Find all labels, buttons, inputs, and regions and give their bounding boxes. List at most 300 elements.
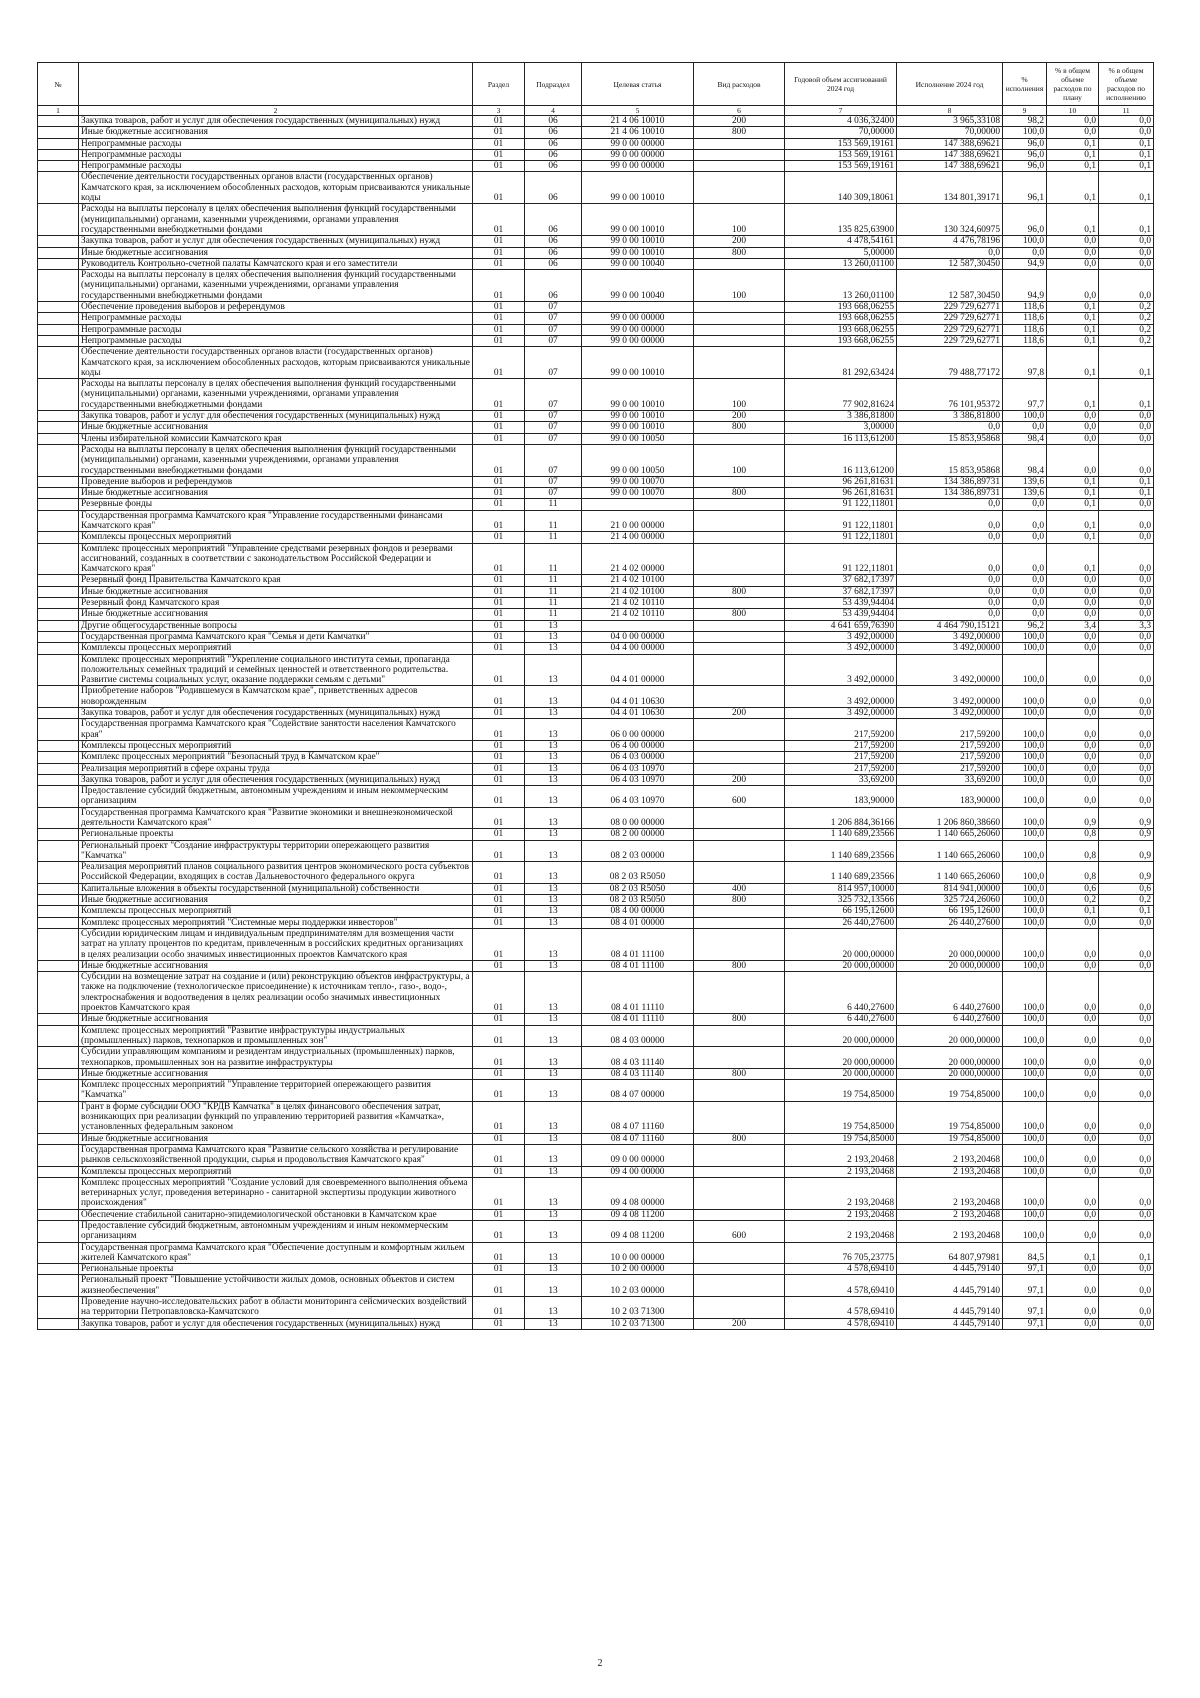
- cell-csr: 21 4 00 00000: [582, 532, 694, 543]
- cell-name: Расходы на выплаты персоналу в целях обеспечения выполнения функций государственными (муниципальными) органами, казенными учреждениями, органами управления государственными внебюджетными фондами: [79, 444, 473, 476]
- cell-rz: 01: [473, 928, 525, 960]
- cell-pr: 13: [525, 686, 582, 708]
- table-row: [38, 335, 1154, 346]
- cell-pr: 13: [525, 1068, 582, 1079]
- cell-rz: 01: [473, 752, 525, 763]
- cell-s2: 0,0: [1099, 444, 1154, 476]
- cell-pct: 98,4: [1003, 433, 1047, 444]
- cell-s2: 0,9: [1099, 862, 1154, 884]
- cell-csr: 09 4 08 11200: [582, 1209, 694, 1220]
- cell-fact: 147 388,69621: [897, 149, 1003, 160]
- cell-num: [38, 1166, 79, 1177]
- cell-pct: 100,0: [1003, 752, 1047, 763]
- col-number: 4: [525, 106, 582, 116]
- cell-num: [38, 719, 79, 741]
- cell-plan: 217,59200: [785, 752, 897, 763]
- table-row: [38, 1297, 1154, 1319]
- cell-pr: 13: [525, 1297, 582, 1319]
- cell-pct: 100,0: [1003, 906, 1047, 917]
- cell-s2: 0,0: [1099, 740, 1154, 751]
- cell-csr: 08 4 07 11160: [582, 1101, 694, 1133]
- cell-pct: 0,0: [1003, 422, 1047, 433]
- cell-num: [38, 708, 79, 719]
- cell-vr: [694, 654, 785, 686]
- cell-s1: 0,0: [1047, 1144, 1099, 1166]
- cell-csr: 08 0 00 00000: [582, 807, 694, 829]
- page-number: 2: [597, 1658, 603, 1669]
- cell-csr: 99 0 00 10010: [582, 247, 694, 258]
- cell-csr: 21 4 02 10110: [582, 609, 694, 620]
- cell-s1: 0,1: [1047, 313, 1099, 324]
- cell-csr: 06 4 00 00000: [582, 740, 694, 751]
- cell-s2: 0,0: [1099, 928, 1154, 960]
- table-row: [38, 476, 1154, 487]
- cell-s2: 0,0: [1099, 1318, 1154, 1329]
- table-row: [38, 161, 1154, 172]
- cell-name: Расходы на выплаты персоналу в целях обеспечения выполнения функций государственными (муниципальными) органами, казенными учреждениями, органами управления государственными внебюджетными фондами: [79, 379, 473, 411]
- header-row: [38, 63, 1154, 106]
- cell-plan: 91 122,11801: [785, 499, 897, 510]
- header-num: №: [38, 63, 79, 106]
- cell-s1: 0,1: [1047, 335, 1099, 346]
- table-row: [38, 411, 1154, 422]
- cell-plan: 77 902,81624: [785, 379, 897, 411]
- cell-csr: 21 4 02 00000: [582, 543, 694, 575]
- table-row: [38, 127, 1154, 138]
- cell-s2: 0,2: [1099, 313, 1154, 324]
- cell-pr: 13: [525, 829, 582, 840]
- cell-pr: 07: [525, 411, 582, 422]
- cell-num: [38, 752, 79, 763]
- cell-num: [38, 411, 79, 422]
- cell-rz: 01: [473, 149, 525, 160]
- cell-csr: 99 0 00 00000: [582, 324, 694, 335]
- table-row: [38, 510, 1154, 532]
- cell-pct: 100,0: [1003, 960, 1047, 971]
- cell-plan: 4 478,54161: [785, 236, 897, 247]
- table-row: [38, 138, 1154, 149]
- cell-s1: 0,0: [1047, 433, 1099, 444]
- cell-num: [38, 575, 79, 586]
- cell-fact: 183,90000: [897, 786, 1003, 808]
- cell-plan: 3 492,00000: [785, 654, 897, 686]
- cell-rz: 01: [473, 138, 525, 149]
- cell-num: [38, 786, 79, 808]
- cell-s2: 0,0: [1099, 499, 1154, 510]
- header-share-fact: % в общем объеме расходов по исполнению: [1099, 63, 1154, 106]
- cell-fact: 229 729,62771: [897, 335, 1003, 346]
- cell-s1: 0,0: [1047, 1047, 1099, 1069]
- cell-name: Закупка товаров, работ и услуг для обеспечения государственных (муниципальных) нужд: [79, 1318, 473, 1329]
- cell-vr: [694, 1177, 785, 1209]
- cell-pct: 0,0: [1003, 586, 1047, 597]
- cell-vr: 200: [694, 116, 785, 127]
- table-row: [38, 258, 1154, 269]
- cell-vr: 800: [694, 586, 785, 597]
- cell-s2: 0,0: [1099, 586, 1154, 597]
- cell-name: Иные бюджетные ассигнования: [79, 586, 473, 597]
- col-number: 1: [38, 106, 79, 116]
- cell-s1: 0,0: [1047, 686, 1099, 708]
- cell-name: Закупка товаров, работ и услуг для обеспечения государственных (муниципальных) нужд: [79, 236, 473, 247]
- cell-s2: 0,0: [1099, 631, 1154, 642]
- cell-s1: 0,0: [1047, 236, 1099, 247]
- cell-s1: 0,0: [1047, 1209, 1099, 1220]
- cell-s1: 0,0: [1047, 654, 1099, 686]
- cell-pr: 13: [525, 774, 582, 785]
- cell-num: [38, 247, 79, 258]
- cell-csr: 08 2 03 00000: [582, 840, 694, 862]
- cell-csr: 99 0 00 10070: [582, 488, 694, 499]
- table-row: [38, 379, 1154, 411]
- cell-num: [38, 1177, 79, 1209]
- cell-fact: 0,0: [897, 510, 1003, 532]
- cell-num: [38, 1220, 79, 1242]
- cell-pr: 13: [525, 620, 582, 631]
- cell-pct: 100,0: [1003, 686, 1047, 708]
- cell-vr: [694, 499, 785, 510]
- cell-s1: 0,0: [1047, 1025, 1099, 1047]
- cell-pr: 07: [525, 335, 582, 346]
- cell-rz: 01: [473, 763, 525, 774]
- cell-num: [38, 1264, 79, 1275]
- cell-s1: 0,1: [1047, 476, 1099, 487]
- cell-plan: 66 195,12600: [785, 906, 897, 917]
- cell-csr: 08 2 03 R5050: [582, 883, 694, 894]
- cell-s2: 0,0: [1099, 422, 1154, 433]
- cell-num: [38, 149, 79, 160]
- cell-name: Региональные проекты: [79, 1264, 473, 1275]
- cell-s2: 0,0: [1099, 917, 1154, 928]
- cell-fact: 4 445,79140: [897, 1297, 1003, 1319]
- cell-rz: 01: [473, 1242, 525, 1264]
- cell-s2: 0,2: [1099, 324, 1154, 335]
- column-number-row: [38, 106, 1154, 116]
- header-pct: % исполнения: [1003, 63, 1047, 106]
- cell-csr: 10 2 03 71300: [582, 1318, 694, 1329]
- cell-s2: 0,0: [1099, 236, 1154, 247]
- cell-num: [38, 598, 79, 609]
- cell-rz: 01: [473, 347, 525, 379]
- cell-name: Комплекс процессных мероприятий "Развитие инфраструктуры индустриальных (промышленных) парков, технопарков и промышленных зон": [79, 1025, 473, 1047]
- cell-fact: 2 193,20468: [897, 1166, 1003, 1177]
- cell-num: [38, 972, 79, 1014]
- cell-pct: 100,0: [1003, 740, 1047, 751]
- cell-num: [38, 1047, 79, 1069]
- cell-s2: 0,0: [1099, 752, 1154, 763]
- cell-s1: 0,0: [1047, 928, 1099, 960]
- cell-s2: 0,1: [1099, 172, 1154, 204]
- cell-rz: 01: [473, 488, 525, 499]
- cell-num: [38, 422, 79, 433]
- cell-pr: 06: [525, 204, 582, 236]
- cell-s2: 0,0: [1099, 127, 1154, 138]
- cell-vr: [694, 928, 785, 960]
- cell-s1: 0,8: [1047, 829, 1099, 840]
- cell-num: [38, 433, 79, 444]
- cell-s1: 0,0: [1047, 411, 1099, 422]
- cell-rz: 01: [473, 116, 525, 127]
- cell-plan: 217,59200: [785, 763, 897, 774]
- cell-csr: 08 4 03 00000: [582, 1025, 694, 1047]
- cell-plan: 53 439,94404: [785, 598, 897, 609]
- table-row: [38, 1014, 1154, 1025]
- cell-pr: 13: [525, 895, 582, 906]
- cell-vr: 100: [694, 379, 785, 411]
- table-body: [38, 116, 1154, 1330]
- cell-num: [38, 840, 79, 862]
- cell-s2: 0,1: [1099, 476, 1154, 487]
- cell-plan: 37 682,17397: [785, 575, 897, 586]
- cell-pr: 06: [525, 258, 582, 269]
- cell-s2: 0,0: [1099, 1101, 1154, 1133]
- cell-csr: 04 4 01 10630: [582, 686, 694, 708]
- cell-pct: 100,0: [1003, 807, 1047, 829]
- cell-s2: 0,0: [1099, 411, 1154, 422]
- cell-s1: 0,0: [1047, 609, 1099, 620]
- cell-s2: 0,0: [1099, 972, 1154, 1014]
- cell-plan: 53 439,94404: [785, 609, 897, 620]
- cell-vr: [694, 313, 785, 324]
- cell-num: [38, 609, 79, 620]
- table-row: [38, 840, 1154, 862]
- cell-plan: 96 261,81631: [785, 476, 897, 487]
- cell-plan: 325 732,13566: [785, 895, 897, 906]
- cell-plan: 153 569,19161: [785, 149, 897, 160]
- cell-fact: 1 140 665,26060: [897, 829, 1003, 840]
- cell-num: [38, 116, 79, 127]
- cell-name: Непрограммные расходы: [79, 324, 473, 335]
- cell-plan: 91 122,11801: [785, 543, 897, 575]
- cell-s2: 0,0: [1099, 532, 1154, 543]
- cell-rz: 01: [473, 740, 525, 751]
- cell-name: Государственная программа Камчатского края "Содействие занятости населения Камчатского края": [79, 719, 473, 741]
- cell-vr: [694, 510, 785, 532]
- cell-plan: 217,59200: [785, 740, 897, 751]
- cell-pct: 100,0: [1003, 1209, 1047, 1220]
- cell-vr: [694, 631, 785, 642]
- table-row: [38, 204, 1154, 236]
- cell-s2: 0,0: [1099, 609, 1154, 620]
- cell-pr: 06: [525, 116, 582, 127]
- cell-s1: 0,0: [1047, 1014, 1099, 1025]
- cell-name: Комплексы процессных мероприятий: [79, 532, 473, 543]
- table-row: [38, 1264, 1154, 1275]
- cell-name: Расходы на выплаты персоналу в целях обеспечения выполнения функций государственными (муниципальными) органами, казенными учреждениями, органами управления государственными внебюджетными фондами: [79, 204, 473, 236]
- cell-s2: 0,9: [1099, 840, 1154, 862]
- cell-s1: 0,0: [1047, 1166, 1099, 1177]
- cell-csr: 99 0 00 10040: [582, 270, 694, 302]
- cell-name: Закупка товаров, работ и услуг для обеспечения государственных (муниципальных) нужд: [79, 411, 473, 422]
- cell-num: [38, 1014, 79, 1025]
- cell-fact: 0,0: [897, 543, 1003, 575]
- cell-pct: 100,0: [1003, 1144, 1047, 1166]
- cell-rz: 01: [473, 324, 525, 335]
- cell-vr: 200: [694, 774, 785, 785]
- cell-pct: 100,0: [1003, 1133, 1047, 1144]
- cell-csr: 99 0 00 10010: [582, 411, 694, 422]
- cell-pct: 100,0: [1003, 1025, 1047, 1047]
- cell-num: [38, 740, 79, 751]
- cell-pct: 100,0: [1003, 763, 1047, 774]
- cell-csr: 99 0 00 00000: [582, 335, 694, 346]
- cell-pr: 13: [525, 1047, 582, 1069]
- cell-pr: 13: [525, 719, 582, 741]
- table-row: [38, 686, 1154, 708]
- table-row: [38, 829, 1154, 840]
- cell-csr: 08 4 01 00000: [582, 917, 694, 928]
- cell-csr: 10 2 03 00000: [582, 1275, 694, 1297]
- cell-s1: 0,0: [1047, 786, 1099, 808]
- table-row: [38, 1177, 1154, 1209]
- cell-pct: 100,0: [1003, 127, 1047, 138]
- cell-rz: 01: [473, 236, 525, 247]
- cell-name: Комплекс процессных мероприятий "Укрепление социального института семьи, пропаганда положительных семейных традиций и семейных ценностей и ответственного родительства. Развитие системы социальных услуг, оказание поддержки семьям с детьми": [79, 654, 473, 686]
- table-row: [38, 631, 1154, 642]
- cell-pr: 13: [525, 1101, 582, 1133]
- cell-num: [38, 1297, 79, 1319]
- cell-rz: 01: [473, 883, 525, 894]
- cell-fact: 814 941,00000: [897, 883, 1003, 894]
- cell-s2: 0,0: [1099, 1068, 1154, 1079]
- cell-rz: 01: [473, 1297, 525, 1319]
- cell-rz: 01: [473, 862, 525, 884]
- cell-s1: 0,0: [1047, 270, 1099, 302]
- cell-csr: 99 0 00 10010: [582, 236, 694, 247]
- cell-rz: 01: [473, 620, 525, 631]
- cell-fact: 4 464 790,15121: [897, 620, 1003, 631]
- cell-s1: 0,2: [1047, 895, 1099, 906]
- cell-name: Комплексы процессных мероприятий: [79, 643, 473, 654]
- cell-csr: 08 4 00 00000: [582, 906, 694, 917]
- cell-plan: 5,00000: [785, 247, 897, 258]
- cell-pr: 13: [525, 1166, 582, 1177]
- cell-plan: 20 000,00000: [785, 1047, 897, 1069]
- cell-rz: 01: [473, 895, 525, 906]
- cell-name: Иные бюджетные ассигнования: [79, 127, 473, 138]
- cell-s1: 0,0: [1047, 1133, 1099, 1144]
- cell-num: [38, 829, 79, 840]
- cell-pr: 13: [525, 1025, 582, 1047]
- cell-fact: 147 388,69621: [897, 161, 1003, 172]
- cell-s2: 0,1: [1099, 488, 1154, 499]
- cell-name: Иные бюджетные ассигнования: [79, 488, 473, 499]
- cell-plan: 1 206 884,36166: [785, 807, 897, 829]
- cell-s1: 0,0: [1047, 643, 1099, 654]
- cell-pr: 11: [525, 499, 582, 510]
- cell-fact: 217,59200: [897, 763, 1003, 774]
- table-row: [38, 575, 1154, 586]
- cell-rz: 01: [473, 829, 525, 840]
- cell-fact: 325 724,26060: [897, 895, 1003, 906]
- cell-pct: 100,0: [1003, 829, 1047, 840]
- cell-fact: 20 000,00000: [897, 1068, 1003, 1079]
- cell-name: Члены избирательной комиссии Камчатского края: [79, 433, 473, 444]
- cell-s2: 0,1: [1099, 906, 1154, 917]
- cell-pct: 100,0: [1003, 411, 1047, 422]
- cell-fact: 1 140 665,26060: [897, 840, 1003, 862]
- table-row: [38, 433, 1154, 444]
- cell-name: Иные бюджетные ассигнования: [79, 960, 473, 971]
- cell-s1: 0,1: [1047, 161, 1099, 172]
- cell-fact: 79 488,77172: [897, 347, 1003, 379]
- cell-pr: 13: [525, 1014, 582, 1025]
- table-row: [38, 752, 1154, 763]
- col-number: 5: [582, 106, 694, 116]
- cell-csr: 99 0 00 10050: [582, 433, 694, 444]
- cell-rz: 01: [473, 1264, 525, 1275]
- cell-s2: 0,1: [1099, 1242, 1154, 1264]
- cell-name: Другие общегосударственные вопросы: [79, 620, 473, 631]
- cell-rz: 01: [473, 433, 525, 444]
- cell-pct: 100,0: [1003, 708, 1047, 719]
- cell-num: [38, 631, 79, 642]
- cell-name: Иные бюджетные ассигнования: [79, 247, 473, 258]
- cell-plan: 13 260,01100: [785, 270, 897, 302]
- cell-fact: 19 754,85000: [897, 1080, 1003, 1102]
- cell-csr: 08 4 01 11100: [582, 928, 694, 960]
- table-row: [38, 862, 1154, 884]
- cell-name: Комплексы процессных мероприятий: [79, 740, 473, 751]
- cell-pr: 13: [525, 1177, 582, 1209]
- header-razdel: Раздел: [473, 63, 525, 106]
- cell-rz: 01: [473, 643, 525, 654]
- cell-rz: 01: [473, 422, 525, 433]
- cell-num: [38, 324, 79, 335]
- cell-vr: 800: [694, 127, 785, 138]
- cell-s2: 0,0: [1099, 116, 1154, 127]
- cell-csr: 06 4 03 00000: [582, 752, 694, 763]
- cell-csr: 06 4 03 10970: [582, 763, 694, 774]
- cell-name: Региональные проекты: [79, 829, 473, 840]
- cell-plan: 20 000,00000: [785, 928, 897, 960]
- cell-s1: 0,0: [1047, 1220, 1099, 1242]
- cell-num: [38, 335, 79, 346]
- cell-s2: 0,0: [1099, 708, 1154, 719]
- cell-pct: 100,0: [1003, 895, 1047, 906]
- cell-num: [38, 643, 79, 654]
- table-row: [38, 422, 1154, 433]
- cell-csr: 04 4 00 00000: [582, 643, 694, 654]
- cell-name: Региональный проект "Создание инфраструктуры территории опережающего развития "Камчатка": [79, 840, 473, 862]
- cell-pct: 0,0: [1003, 499, 1047, 510]
- table-row: [38, 807, 1154, 829]
- cell-plan: 135 825,63900: [785, 204, 897, 236]
- cell-csr: 99 0 00 00000: [582, 313, 694, 324]
- cell-pct: 100,0: [1003, 1047, 1047, 1069]
- table-row: [38, 532, 1154, 543]
- cell-s2: 0,1: [1099, 138, 1154, 149]
- cell-rz: 01: [473, 917, 525, 928]
- cell-name: Комплекс процессных мероприятий "Системные меры поддержки инвесторов": [79, 917, 473, 928]
- cell-num: [38, 379, 79, 411]
- cell-s1: 0,1: [1047, 543, 1099, 575]
- cell-vr: [694, 324, 785, 335]
- cell-csr: 06 4 03 10970: [582, 774, 694, 785]
- cell-fact: 0,0: [897, 575, 1003, 586]
- cell-num: [38, 763, 79, 774]
- col-number: 6: [694, 106, 785, 116]
- cell-num: [38, 862, 79, 884]
- cell-name: Непрограммные расходы: [79, 149, 473, 160]
- cell-plan: 70,00000: [785, 127, 897, 138]
- cell-s2: 0,0: [1099, 1025, 1154, 1047]
- cell-pct: 100,0: [1003, 840, 1047, 862]
- cell-vr: [694, 840, 785, 862]
- cell-s1: 0,0: [1047, 422, 1099, 433]
- cell-fact: 20 000,00000: [897, 1047, 1003, 1069]
- cell-s1: 0,1: [1047, 906, 1099, 917]
